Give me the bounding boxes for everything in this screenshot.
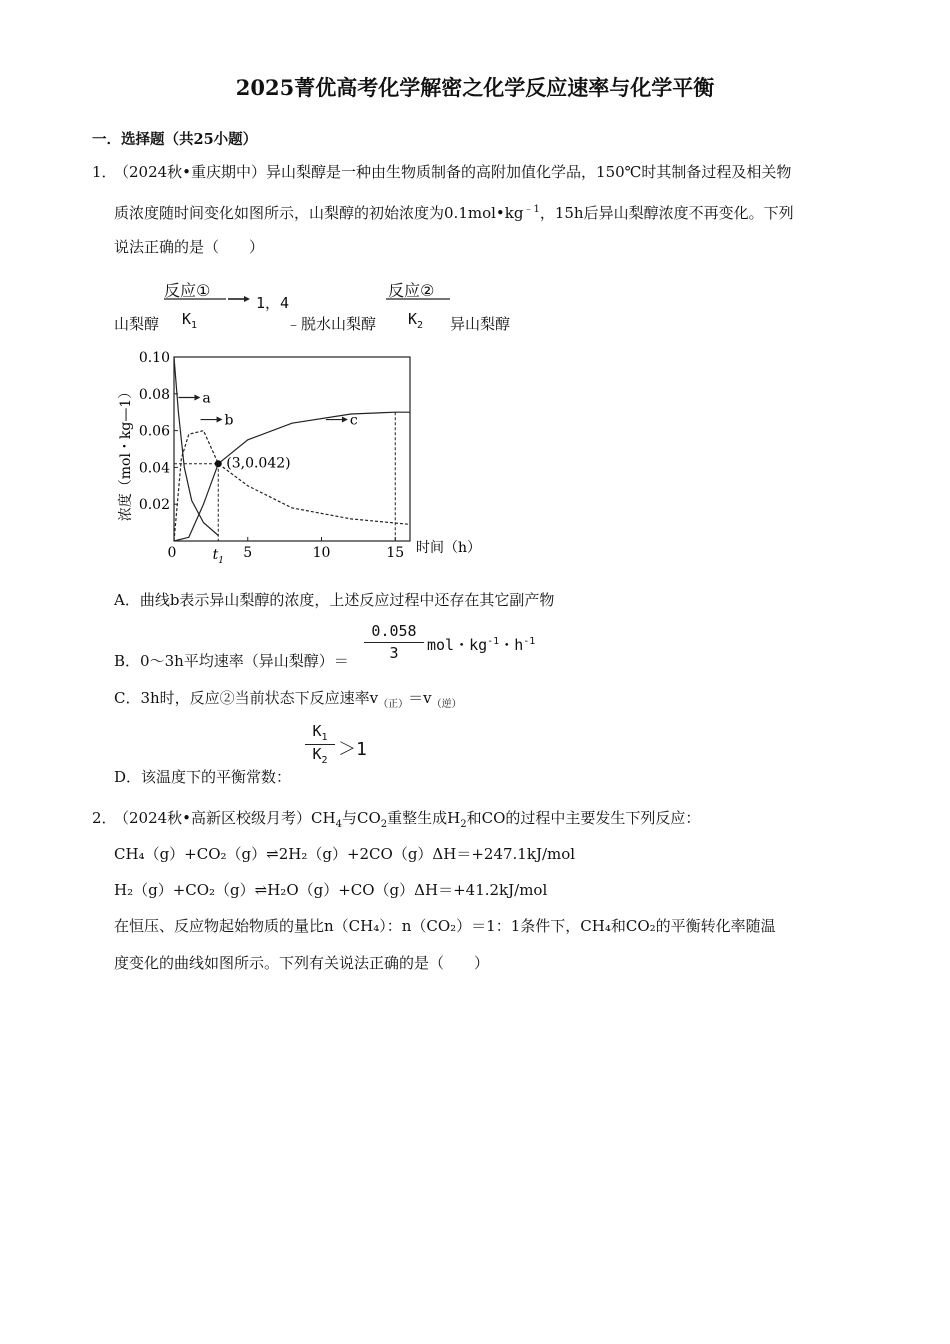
q1-text-line2: 质浓度随时间变化如图所示，山梨醇的初始浓度为$0.1mol•kg^{﹣1}$，15h后异山梨醇浓度不再变化。下列 <box>114 204 794 222</box>
series-b-label: b <box>224 412 234 429</box>
option-b-denominator: 3 <box>389 644 399 662</box>
y-tick-label: 0.02 <box>138 497 170 514</box>
x-tick-label: 15 <box>386 545 405 561</box>
scheme-intermediate: 1，4 <box>256 294 290 312</box>
q1-text-line1: （2024秋•重庆期中）异山梨醇是一种由生物质制备的高附加值化学品，150℃时其制备过程及相关物 <box>114 163 792 181</box>
q2-text-line1: （2024秋•高新区校级月考）$CH_4$与$CO_2$重整生成$H_2$和CO的过程中主要发生下列反应： <box>114 809 701 830</box>
intersection-annotation: (3,0.042) <box>226 455 291 472</box>
option-c: C．3h时，反应②当前状态下反应速率$v_{(正)}=v_{(逆)}$ <box>114 689 462 710</box>
x-tick-label: 5 <box>243 545 253 561</box>
option-d-denominator: $K_2$ <box>312 745 328 766</box>
y-tick-label: 0.10 <box>138 350 170 366</box>
option-b-fraction <box>364 622 424 662</box>
y-axis-label: 浓度（mol・kg—1） <box>118 384 134 522</box>
q2-number: 2． <box>92 809 117 827</box>
q1-text-line3: 说法正确的是（ ） <box>114 238 265 256</box>
q1-number: 1． <box>92 163 117 181</box>
scheme-r2-label: 反应② <box>388 281 435 300</box>
y-tick-label: 0.08 <box>138 386 170 403</box>
reaction-scheme <box>112 278 552 338</box>
series-c-arrowhead <box>342 417 348 423</box>
x-tick-label: 0 <box>167 545 177 561</box>
series-a-arrowhead <box>194 394 200 400</box>
option-d-numerator: $K_1$ <box>312 722 328 743</box>
scheme-k2: $K_2$ <box>408 310 424 331</box>
x-tick-label: 10 <box>312 545 331 561</box>
series-b-arrowhead <box>217 417 223 423</box>
x-marker-t1: $t_1$ <box>212 547 224 565</box>
option-d-fraction <box>305 722 335 766</box>
chart-frame <box>174 357 410 541</box>
option-a: A．曲线b表示异山梨醇的浓度，上述反应过程中还存在其它副产物 <box>114 591 555 609</box>
x-axis-label: 时间（h） <box>416 540 482 556</box>
option-d: D．该温度下的平衡常数： <box>114 768 292 786</box>
series-a-line <box>174 357 218 536</box>
scheme-r1-label: 反应① <box>164 281 211 300</box>
scheme-intermediate-tail: ﹣脱水山梨醇 <box>286 315 377 333</box>
scheme-start: 山梨醇 <box>114 315 160 333</box>
scheme-arrow-1 <box>162 296 252 310</box>
y-tick-label: 0.06 <box>138 423 170 440</box>
series-a-label: a <box>202 390 211 407</box>
intersection-point <box>215 460 222 467</box>
series-c-line <box>174 412 410 541</box>
series-b-line <box>174 431 410 541</box>
scheme-k1: $K_1$ <box>182 310 198 331</box>
section-heading: 一．选择题（共25小题） <box>92 131 258 148</box>
option-b: B．0～3h平均速率（异山梨醇）＝ <box>114 652 349 670</box>
option-b-numerator: 0.058 <box>371 622 417 640</box>
q2-text-line4: 度变化的曲线如图所示。下列有关说法正确的是（ ） <box>114 954 490 972</box>
concentration-chart <box>108 345 488 565</box>
q2-reaction-2: H₂（g）+CO₂（g）⇌H₂O（g）+CO（g）ΔH＝+41.2kJ/mol <box>114 881 548 899</box>
scheme-arrow-2 <box>384 296 454 304</box>
q2-reaction-1: CH₄（g）+CO₂（g）⇌2H₂（g）+2CO（g）ΔH＝+247.1kJ/mol <box>114 845 576 863</box>
scheme-end: 异山梨醇 <box>450 315 511 333</box>
option-b-unit: mol・$kg^{-1}$・$h^{-1}$ <box>427 636 536 654</box>
series-c-label: c <box>349 412 358 429</box>
y-tick-label: 0.04 <box>138 460 170 477</box>
page-title: 2025菁优高考化学解密之化学反应速率与化学平衡 <box>235 75 715 100</box>
q2-text-line3: 在恒压、反应物起始物质的量比n（CH₄）：n（CO₂）＝1：1条件下，CH₄和CO₂的平衡转化率随温 <box>114 917 776 935</box>
option-d-relation: ＞1 <box>338 739 367 760</box>
